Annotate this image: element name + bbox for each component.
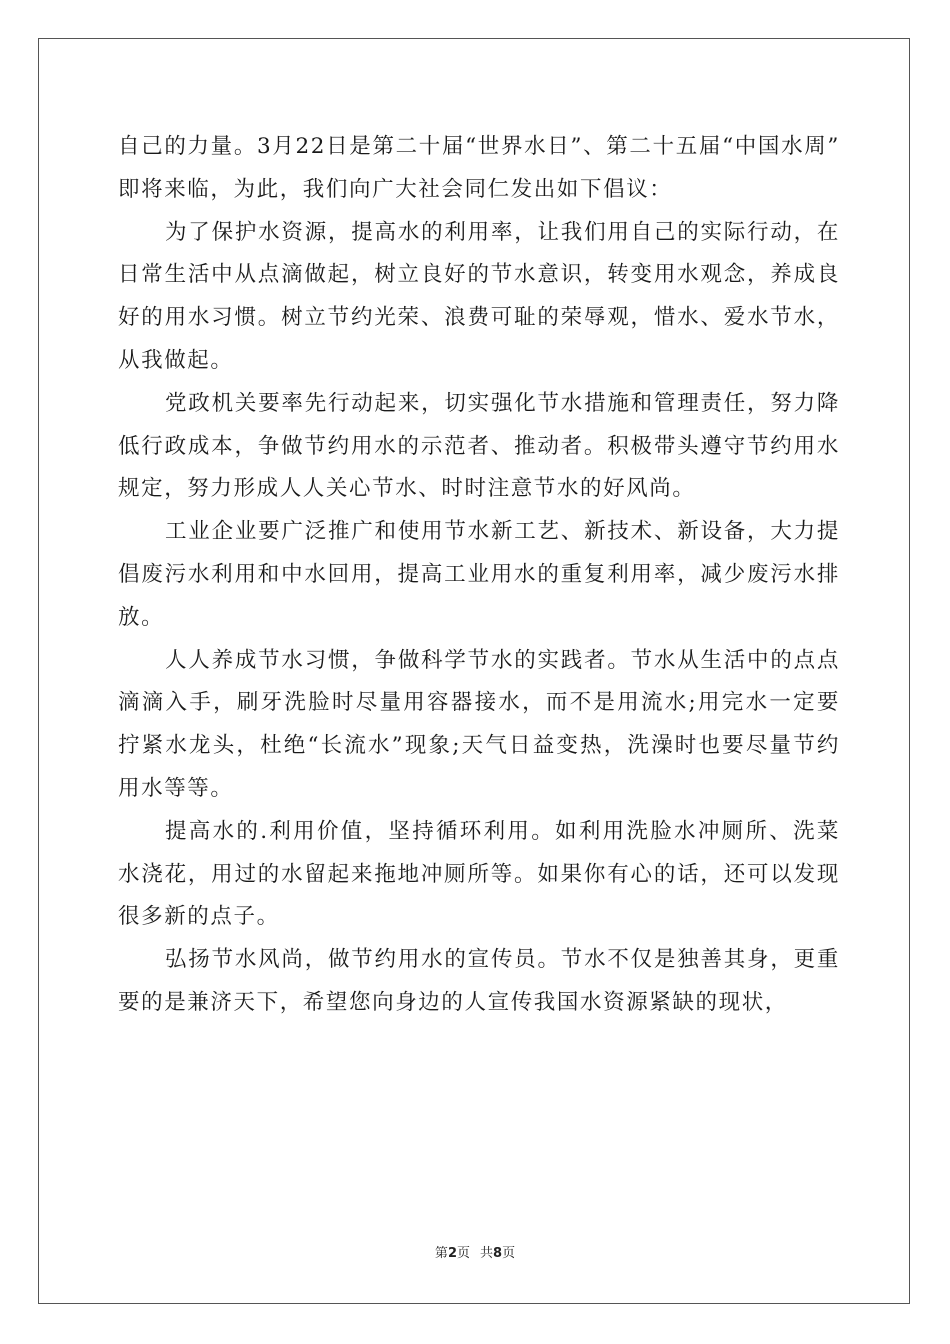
total-prefix: 共 xyxy=(480,1246,494,1261)
total-suffix: 页 xyxy=(502,1246,516,1261)
paragraph-reuse: 提高水的.利用价值，坚持循环利用。如利用洗脸水冲厕所、洗菜水浇花，用过的水留起来拖地冲厕所等。如果你有心的话，还可以发现很多新的点子。 xyxy=(118,818,840,930)
page-suffix: 页 xyxy=(456,1246,470,1261)
page-footer xyxy=(0,1246,950,1262)
paragraph-industry: 工业企业要广泛推广和使用节水新工艺、新技术、新设备，大力提倡废污水利用和中水回用，提高工业用水的重复利用率，减少废污水排放。 xyxy=(118,519,840,630)
paragraph-continuation: 自己的力量。3月22日是第二十届“世界水日”、第二十五届“中国水周” 即将来临，为此，我们向广大社会同仁发出如下倡议： xyxy=(118,134,840,202)
paragraph-protect-water: 为了保护水资源，提高水的利用率，让我们用自己的实际行动，在日常生活中从点滴做起，树立良好的节水意识，转变用水观念，养成良好的用水习惯。树立节约光荣、浪费可耻的荣辱观，惜水、爱水节水，从我做起。 xyxy=(118,219,840,373)
paragraph-promote: 弘扬节水风尚，做节约用水的宣传员。节水不仅是独善其身，更重要的是兼济天下，希望您向身边的人宣传我国水资源紧缺的现状， xyxy=(118,947,840,1015)
page-prefix: 第 xyxy=(434,1246,448,1261)
paragraph-habits: 人人养成节水习惯，争做科学节水的实践者。节水从生活中的点点滴滴入手，刷牙洗脸时尽量用容器接水，而不是用流水;用完水一定要拧紧水龙头，杜绝“长流水”现象;天气日益变热，洗澡时也要尽量节约用水等等。 xyxy=(118,647,840,801)
page-number: 2 xyxy=(447,1246,457,1261)
document-body xyxy=(118,126,840,1025)
paragraph-government: 党政机关要率先行动起来，切实强化节水措施和管理责任，努力降低行政成本，争做节约用水的示范者、推动者。积极带头遵守节约用水规定，努力形成人人关心节水、时时注意节水的好风尚。 xyxy=(118,390,840,502)
total-pages: 8 xyxy=(493,1246,503,1261)
